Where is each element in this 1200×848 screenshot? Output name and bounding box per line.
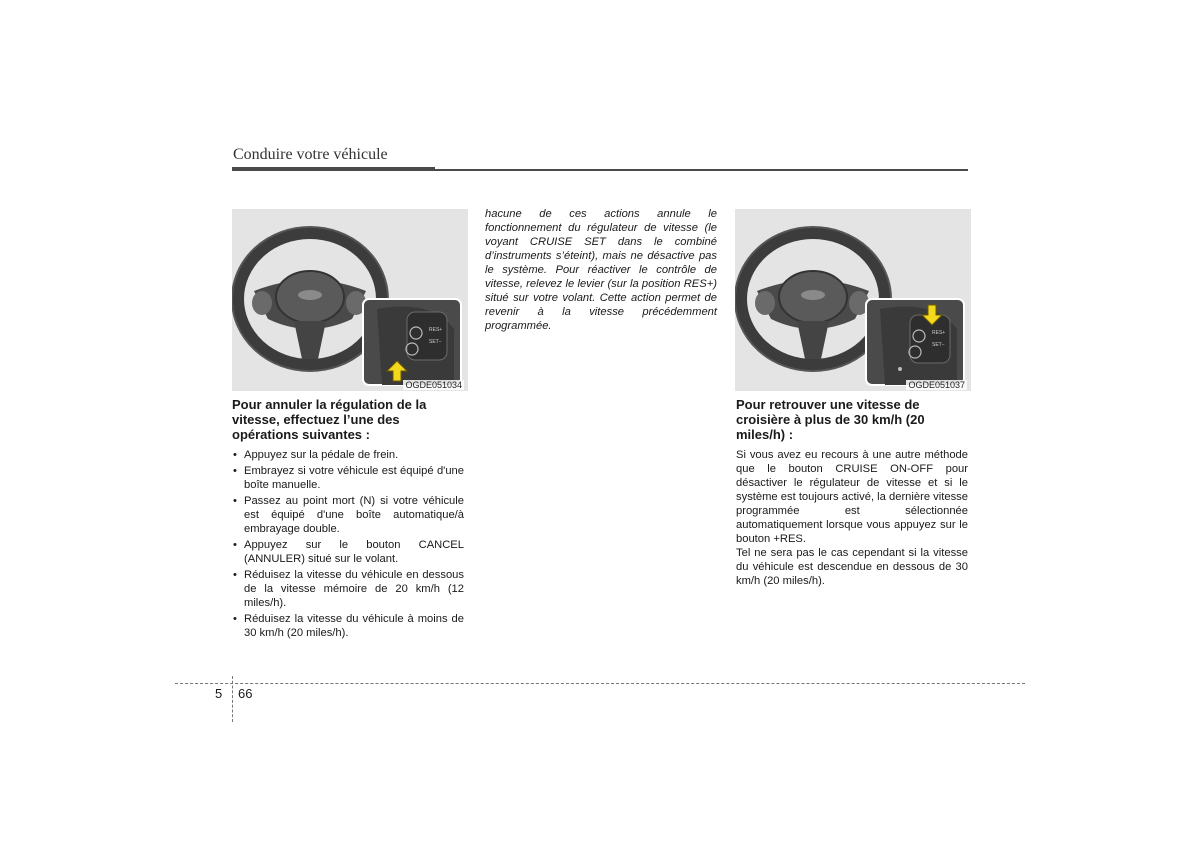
header-rule-accent — [232, 167, 435, 171]
list-item: • Appuyez sur le bouton CANCEL (ANNULER) situé sur le volant. — [232, 538, 464, 566]
page-number: 66 — [238, 686, 253, 701]
svg-text:RES+: RES+ — [932, 330, 946, 336]
cancel-methods-list — [232, 448, 464, 640]
footer-rule — [175, 683, 1025, 684]
svg-text:SET−: SET− — [429, 339, 442, 345]
note-paragraph: hacune de ces actions annule le fonctionnement du régulateur de vitesse (le voyant CRUISE SET dans le combiné d’instruments s’éteint), mais ne désactive pas le système. Pour réactiver le contrôle de vitesse, relevez le levier (sur la position RES+) situé sur votre volant. Cette action permet de revenir à la vitesse précédemment programmée. — [485, 208, 717, 332]
left-column — [232, 397, 464, 642]
body-paragraph: Si vous avez eu recours à une autre méthode que le bouton CRUISE ON-OFF pour désactiver le régulateur de vitesse et si le système est toujours activé, la dernière vitesse programmée est sélectionnée automatiquement lorsque vous appuyez sur le bouton +RES. — [736, 449, 968, 545]
figure-cancel-switch — [232, 209, 468, 391]
list-item: • Embrayez si votre véhicule est équipé d'une boîte manuelle. — [232, 464, 464, 492]
page-header-title: Conduire votre véhicule — [233, 146, 388, 163]
list-item: • Réduisez la vitesse du véhicule à moins de 30 km/h (20 miles/h). — [232, 612, 464, 640]
yellow-arrow-icon — [735, 209, 971, 391]
header-rule — [435, 169, 968, 171]
yellow-arrow-icon — [232, 209, 468, 391]
svg-text:SET−: SET− — [932, 342, 945, 348]
list-item: • Passez au point mort (N) si votre véhicule est équipé d'une boîte automatique/à embrayage double. — [232, 494, 464, 536]
middle-column — [485, 207, 717, 333]
list-item: • Réduisez la vitesse du véhicule en dessous de la vitesse mémoire de 20 km/h (12 miles/h). — [232, 568, 464, 610]
section-heading-resume: Pour retrouver une vitesse de croisière à plus de 30 km/h (20 miles/h) : — [736, 397, 925, 442]
body-paragraph: Tel ne sera pas le cas cependant si la vitesse du véhicule est descendue en dessous de 30 km/h (20 miles/h). — [736, 547, 968, 587]
list-item: • Appuyez sur la pédale de frein. — [232, 448, 464, 462]
svg-text:RES+: RES+ — [429, 327, 443, 333]
figure-code: OGDE051037 — [908, 380, 965, 390]
section-number: 5 — [215, 686, 223, 701]
section-heading-cancel: Pour annuler la régulation de la vitesse, effectuez l’une des opérations suivantes : — [232, 397, 427, 442]
figure-resume-switch — [735, 209, 971, 391]
figure-code: OGDE051034 — [405, 380, 462, 390]
footer-divider — [232, 676, 233, 722]
right-column — [736, 397, 968, 588]
